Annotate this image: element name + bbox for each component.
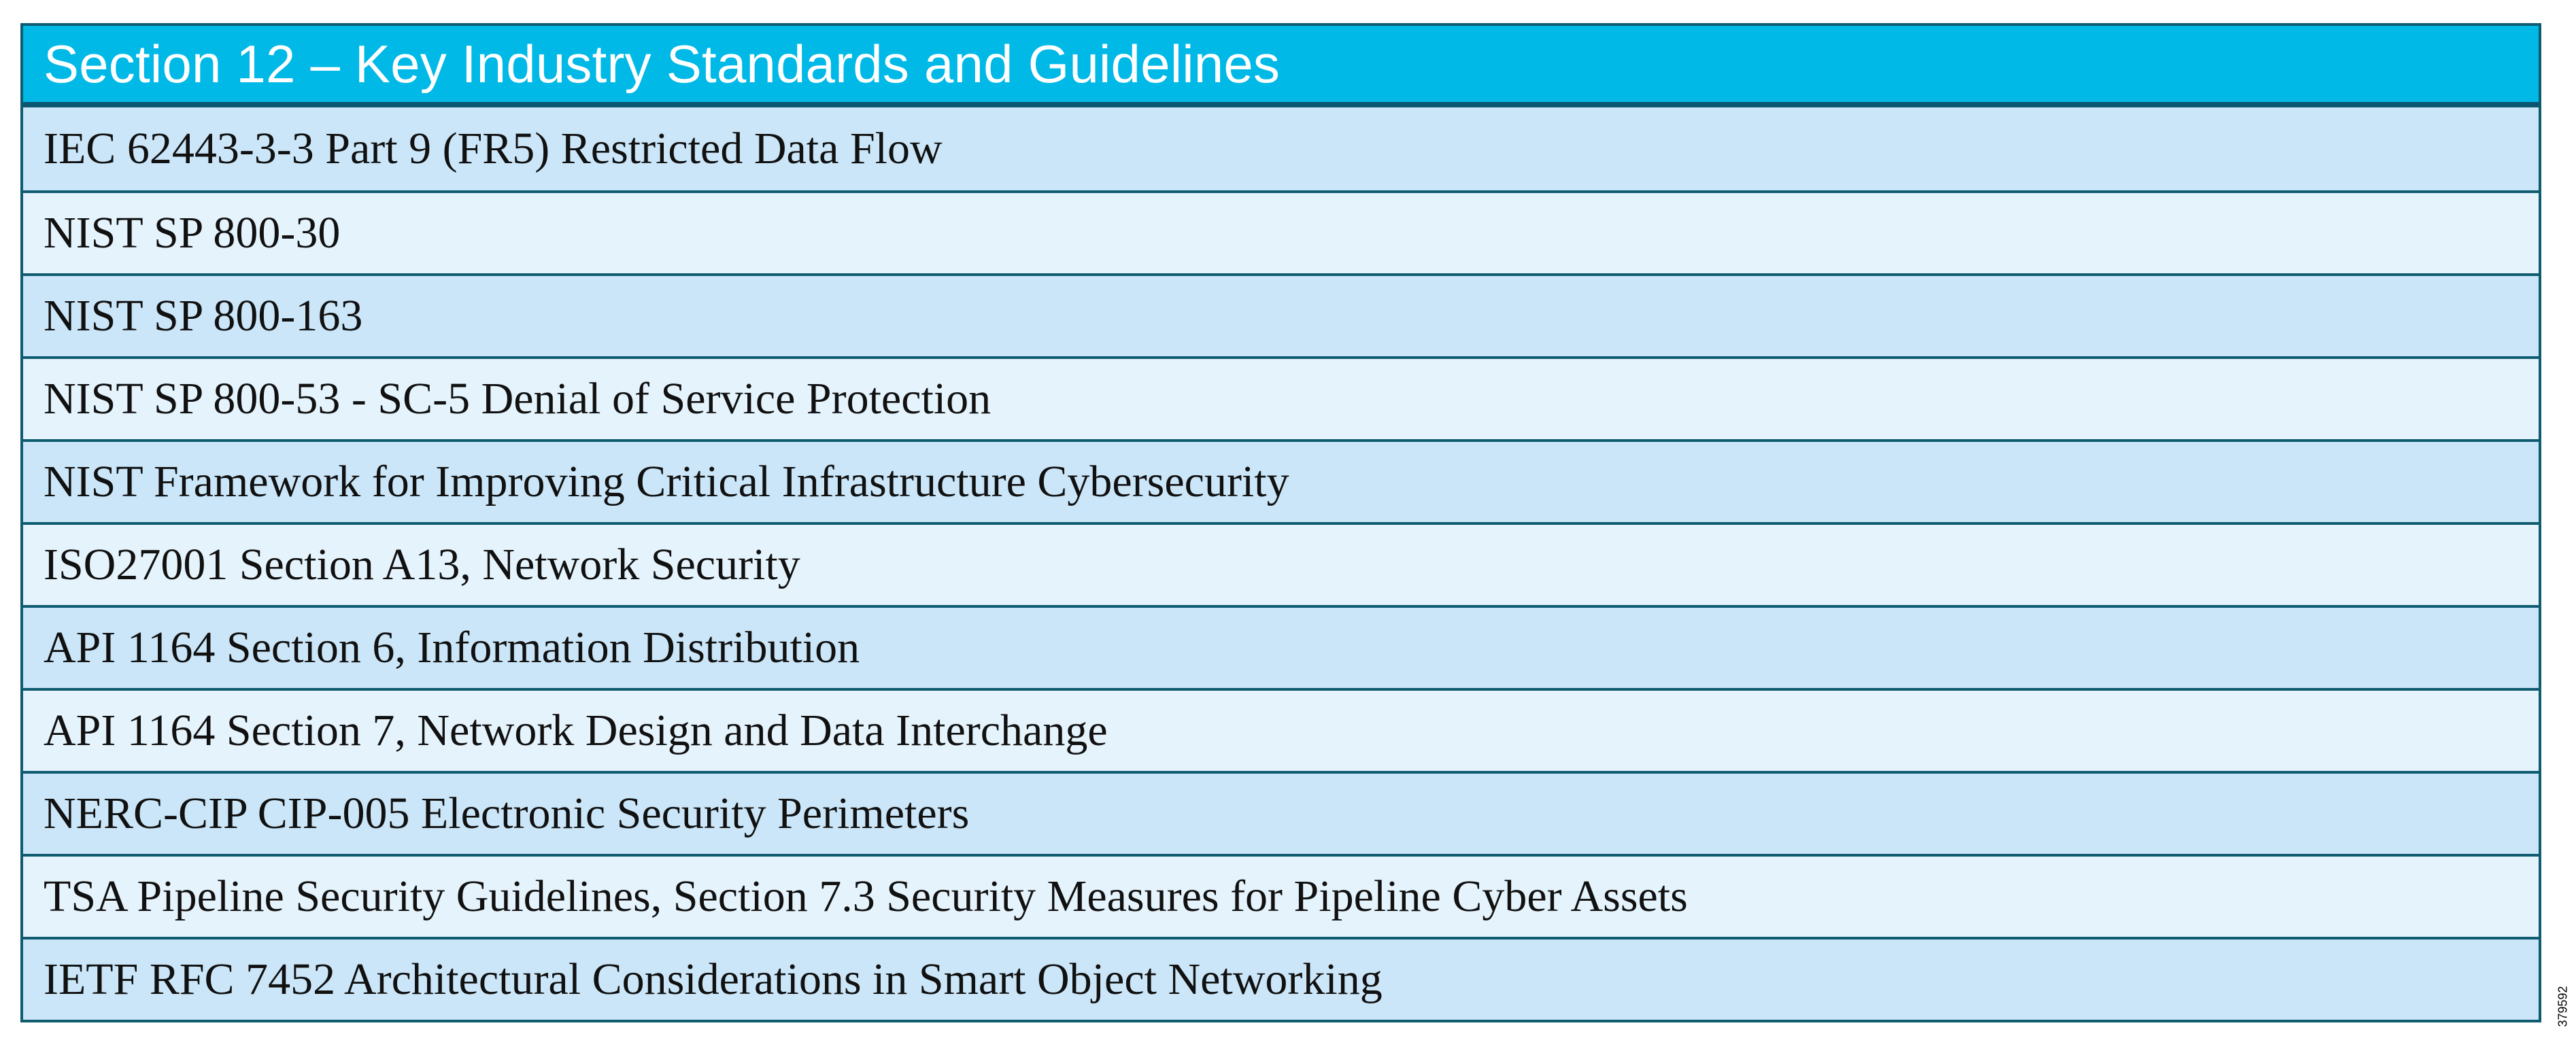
figure-id	[2556, 979, 2571, 1033]
row-text: NIST SP 800-53 - SC-5 Denial of Service Protection	[44, 374, 992, 424]
row-text: API 1164 Section 6, Information Distribution	[44, 623, 860, 672]
row-text: IEC 62443-3-3 Part 9 (FR5) Restricted Data Flow	[44, 124, 943, 173]
standards-table	[20, 23, 2541, 1022]
figure-id-text: 379592	[2556, 985, 2570, 1027]
row-text: API 1164 Section 7, Network Design and Data Interchange	[44, 706, 1108, 755]
table-row	[23, 937, 2539, 1020]
row-text: ISO27001 Section A13, Network Security	[44, 540, 800, 589]
table-header	[23, 26, 2539, 107]
table-row	[23, 854, 2539, 937]
table-row	[23, 356, 2539, 439]
row-text: TSA Pipeline Security Guidelines, Section 7.3 Security Measures for Pipeline Cyber Assets	[44, 872, 1688, 921]
table-row	[23, 522, 2539, 605]
table-body	[23, 107, 2539, 1020]
table-row	[23, 688, 2539, 771]
row-text: NERC-CIP CIP-005 Electronic Security Perimeters	[44, 789, 970, 838]
row-text: IETF RFC 7452 Architectural Considerations in Smart Object Networking	[44, 954, 1383, 1004]
row-text: NIST SP 800-163	[44, 291, 363, 341]
table-row	[23, 605, 2539, 688]
table-row	[23, 107, 2539, 190]
section-title: Section 12 – Key Industry Standards and Guidelines	[44, 33, 1281, 94]
table-row	[23, 190, 2539, 273]
table-row	[23, 439, 2539, 522]
table-row	[23, 273, 2539, 356]
row-text: NIST SP 800-30	[44, 208, 341, 258]
table-row	[23, 771, 2539, 854]
row-text: NIST Framework for Improving Critical Infrastructure Cybersecurity	[44, 457, 1289, 506]
